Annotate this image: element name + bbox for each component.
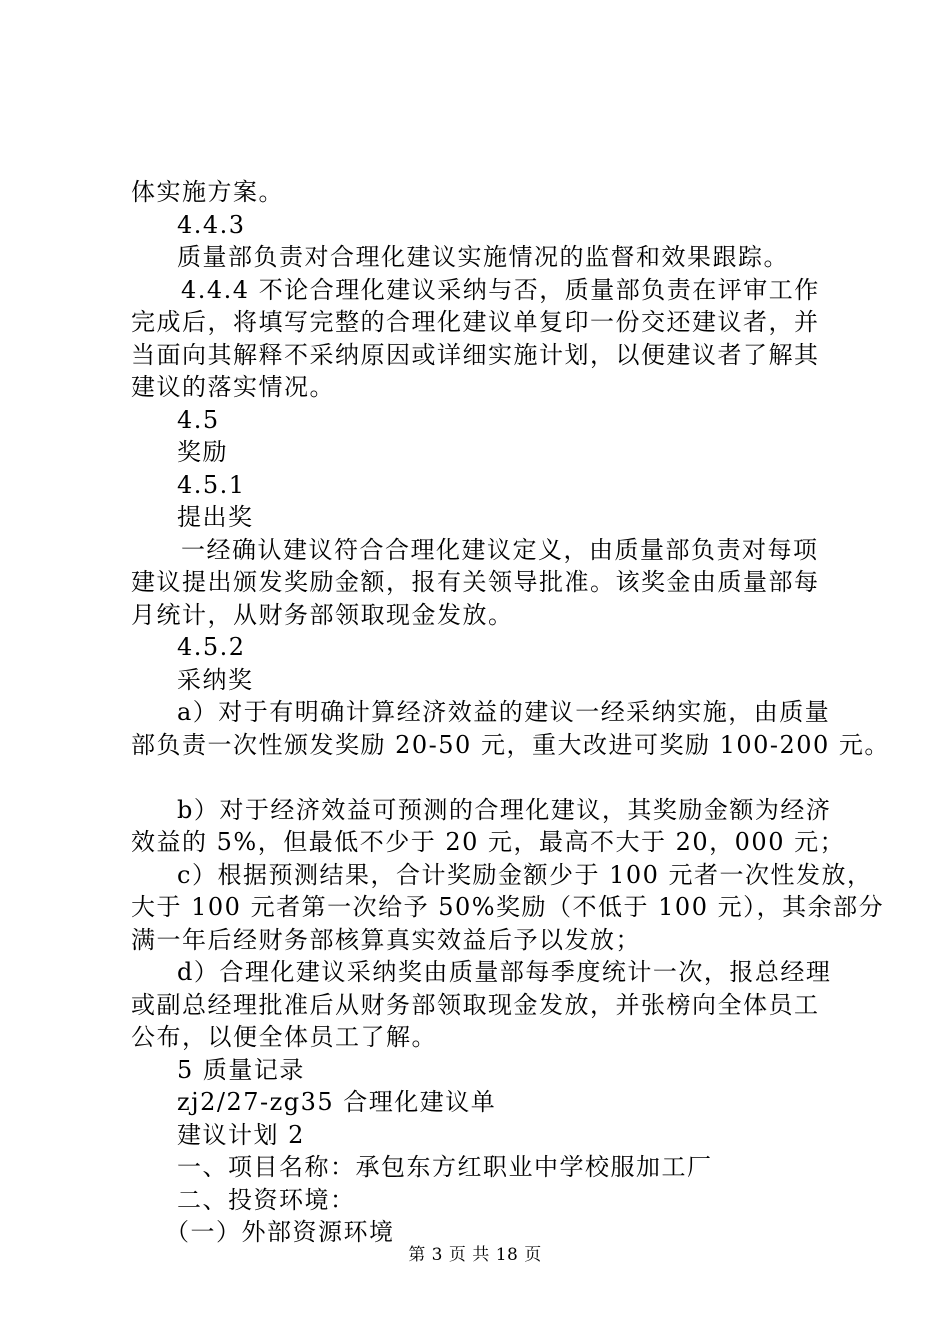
text-line: 建议的落实情况。: [131, 373, 335, 401]
text-line: 一、项目名称：承包东方红职业中学校服加工厂: [177, 1153, 713, 1181]
text-line: 质量部负责对合理化建议实施情况的监督和效果跟踪。: [177, 243, 789, 271]
section-number: 4.5.2: [177, 633, 246, 661]
text-line: （一）外部资源环境: [165, 1218, 395, 1246]
text-line: 一经确认建议符合合理化建议定义，由质量部负责对每项: [181, 535, 819, 564]
section-heading: 采纳奖: [177, 665, 254, 694]
text-line: 月统计，从财务部领取现金发放。: [131, 600, 514, 629]
text-line: a）对于有明确计算经济效益的建议一经采纳实施，由质量: [177, 698, 831, 726]
text-line: 满一年后经财务部核算真实效益后予以发放；: [131, 925, 641, 954]
text-line: 当面向其解释不采纳原因或详细实施计划，以便建议者了解其: [131, 340, 820, 369]
text-line: 或副总经理批准后从财务部领取现金发放，并张榜向全体员工: [131, 990, 820, 1019]
text-line: 体实施方案。: [131, 178, 284, 206]
text-line: 完成后，将填写完整的合理化建议单复印一份交还建议者，并: [131, 308, 820, 336]
section-heading: 建议计划 2: [177, 1120, 305, 1149]
document-body: [131, 176, 890, 1249]
section-heading: 奖励: [177, 438, 228, 466]
section-number: 4.5: [177, 405, 220, 434]
text-line: 建议提出颁发奖励金额，报有关领导批准。该奖金由质量部每: [131, 568, 820, 596]
text-line: 效益的 5%，但最低不少于 20 元，最高不大于 20，000 元；: [131, 828, 846, 856]
text-line: 部负责一次性颁发奖励 20-50 元，重大改进可奖励 100-200 元。: [131, 730, 890, 759]
text-line: 公布，以便全体员工了解。: [131, 1023, 437, 1051]
section-number: 4.4.3: [177, 210, 246, 239]
text-line: 4.4.4 不论合理化建议采纳与否，质量部负责在评审工作: [181, 275, 820, 304]
text-line: c）根据预测结果，合计奖励金额少于 100 元者一次性发放，: [177, 860, 873, 889]
text-line: d）合理化建议采纳奖由质量部每季度统计一次，报总经理: [177, 958, 832, 986]
section-number: 4.5.1: [177, 470, 246, 499]
section-heading: 5 质量记录: [177, 1055, 305, 1084]
text-line: 二、投资环境：: [177, 1185, 356, 1214]
text-line: zj2/27-zg35 合理化建议单: [177, 1088, 497, 1116]
section-heading: 提出奖: [177, 503, 254, 531]
text-line: 大于 100 元者第一次给予 50%奖励（不低于 100 元），其余部分: [131, 893, 885, 921]
page-footer: 第 3 页 共 18 页: [408, 1245, 542, 1265]
blank-line: [131, 761, 831, 794]
text-line: b）对于经济效益可预测的合理化建议，其奖励金额为经济: [177, 795, 832, 824]
